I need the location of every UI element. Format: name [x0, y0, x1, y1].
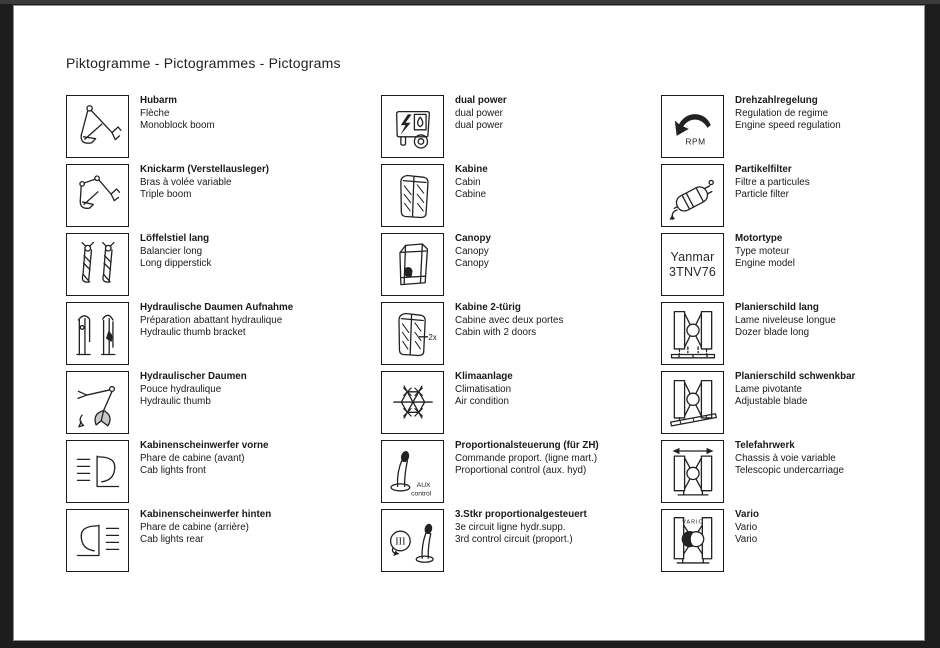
- pictogram-labels: [140, 509, 271, 547]
- label-en: Cab lights front: [140, 465, 206, 476]
- label-de: Kabinenscheinwerfer vorne: [140, 440, 269, 451]
- cab-lights-front-icon: [66, 440, 129, 503]
- label-en: Engine model: [735, 258, 795, 269]
- label-de: Hydraulische Daumen Aufnahme: [140, 302, 294, 313]
- pictogram-labels: [140, 371, 247, 409]
- hydraulic-thumb-icon: [66, 371, 129, 434]
- label-fr: Bras à volée variable: [140, 176, 232, 188]
- pictogram-item: [66, 233, 378, 296]
- pictogram-labels: [455, 164, 488, 202]
- label-de: dual power: [455, 95, 507, 106]
- label-en: Monoblock boom: [140, 120, 215, 131]
- label-de: Planierschild lang: [735, 302, 819, 313]
- pictogram-labels: [735, 233, 795, 271]
- label-de: 3.Stkr proportionalgesteuert: [455, 509, 587, 520]
- particle-filter-icon: [661, 164, 724, 227]
- label-de: Löffelstiel lang: [140, 233, 210, 244]
- label-fr: Regulation de regime: [735, 107, 829, 119]
- pictogram-item: [661, 95, 923, 158]
- third-control-circuit-icon: [381, 509, 444, 572]
- monoblock-boom-icon: [66, 95, 129, 158]
- pictogram-item: [381, 233, 658, 296]
- brochure-page: [13, 5, 925, 641]
- pictogram-labels: [455, 233, 491, 271]
- pictogram-labels: [455, 440, 599, 478]
- pictogram-item: [381, 509, 658, 572]
- label-en: Dozer blade long: [735, 327, 810, 338]
- label-en: Hydraulic thumb: [140, 396, 211, 407]
- pictogram-item: [66, 164, 378, 227]
- label-fr: Cabine avec deux portes: [455, 314, 564, 326]
- label-de: Knickarm (Verstellausleger): [140, 164, 270, 175]
- adjustable-blade-icon: [661, 371, 724, 434]
- label-fr: Filtre a particules: [735, 176, 810, 188]
- window-top-strip: [0, 0, 940, 4]
- pictogram-item: [661, 371, 923, 434]
- label-de: Planierschild schwenkbar: [735, 371, 856, 382]
- label-en: Canopy: [455, 258, 489, 269]
- label-de: Motortype: [735, 233, 783, 244]
- pictogram-labels: [735, 95, 841, 133]
- pictogram-labels: [140, 233, 211, 271]
- label-fr: Pouce hydraulique: [140, 383, 222, 395]
- pictogram-labels: [140, 440, 269, 478]
- pictogram-item: [661, 164, 923, 227]
- label-fr: Chassis à voie variable: [735, 452, 836, 464]
- dual-power-icon: [381, 95, 444, 158]
- pictogram-item: [381, 164, 658, 227]
- label-en: Particle filter: [735, 189, 789, 200]
- label-de: Hubarm: [140, 95, 178, 106]
- label-en: Cab lights rear: [140, 534, 204, 545]
- pictogram-labels: [735, 371, 855, 409]
- svg-text:control: control: [410, 489, 431, 497]
- pictogram-labels: [455, 509, 587, 547]
- pictogram-labels: [140, 164, 269, 202]
- label-fr: Balancier long: [140, 245, 203, 257]
- svg-text:VARIO: VARIO: [681, 519, 704, 526]
- label-de: Kabinenscheinwerfer hinten: [140, 509, 272, 520]
- pictogram-column-left: [66, 95, 378, 578]
- pictogram-item: [66, 509, 378, 572]
- label-de: Klimaanlage: [455, 371, 513, 382]
- label-de: Canopy: [455, 233, 491, 244]
- pictogram-item: [661, 233, 923, 296]
- label-en: Engine speed regulation: [735, 120, 841, 131]
- cabin-icon: [381, 164, 444, 227]
- pictogram-item: [381, 95, 658, 158]
- label-en: Triple boom: [140, 189, 192, 200]
- label-en: Adjustable blade: [735, 396, 808, 407]
- pictogram-item: [661, 302, 923, 365]
- vario-undercarriage-icon: [661, 509, 724, 572]
- label-fr: Lame pivotante: [735, 383, 802, 395]
- pictogram-item: [381, 371, 658, 434]
- label-de: Vario: [735, 509, 759, 520]
- label-de: Drehzahlregelung: [735, 95, 818, 106]
- pictogram-item: [66, 371, 378, 434]
- label-en: Telescopic undercarriage: [735, 465, 844, 476]
- label-de: Telefahrwerk: [735, 440, 795, 451]
- engine-model-text: Yanmar 3TNV76: [668, 249, 717, 279]
- engine-model-icon: [661, 233, 724, 296]
- label-en: 3rd control circuit (proport.): [455, 534, 573, 545]
- label-en: dual power: [455, 120, 503, 131]
- hydraulic-thumb-bracket-icon: [66, 302, 129, 365]
- label-en: Vario: [735, 534, 758, 545]
- pictogram-item: [66, 440, 378, 503]
- svg-text:2x: 2x: [427, 332, 437, 342]
- triple-boom-icon: [66, 164, 129, 227]
- pictogram-item: [66, 302, 378, 365]
- label-de: Kabine 2-türig: [455, 302, 521, 313]
- pictogram-item: [661, 440, 923, 503]
- pictogram-item: [66, 95, 378, 158]
- page-title: Piktogramme - Pictogrammes - Pictograms: [66, 55, 341, 71]
- label-fr: Phare de cabine (avant): [140, 452, 245, 464]
- air-condition-icon: [381, 371, 444, 434]
- label-de: Hydraulischer Daumen: [140, 371, 247, 382]
- pictogram-labels: [735, 509, 759, 547]
- label-fr: Préparation abattant hydraulique: [140, 314, 283, 326]
- pictogram-labels: [140, 95, 215, 133]
- label-de: Partikelfilter: [735, 164, 792, 175]
- telescopic-undercarriage-icon: [661, 440, 724, 503]
- pictogram-item: [381, 302, 658, 365]
- pictogram-labels: [140, 302, 293, 340]
- aux-control-joystick-icon: [381, 440, 444, 503]
- svg-text:III: III: [394, 536, 406, 548]
- svg-text:RPM: RPM: [685, 135, 706, 146]
- label-en: Hydraulic thumb bracket: [140, 327, 246, 338]
- label-de: Proportionalsteuerung (für ZH): [455, 440, 599, 451]
- label-fr: Flèche: [140, 107, 170, 119]
- label-en: Cabin with 2 doors: [455, 327, 537, 338]
- rpm-regulation-icon: [661, 95, 724, 158]
- label-fr: Canopy: [455, 245, 489, 257]
- cab-lights-rear-icon: [66, 509, 129, 572]
- long-dipperstick-icon: [66, 233, 129, 296]
- canopy-icon: [381, 233, 444, 296]
- svg-text:AUX: AUX: [416, 481, 431, 489]
- label-fr: Lame niveleuse longue: [735, 314, 836, 326]
- dozer-blade-long-icon: [661, 302, 724, 365]
- label-fr: Phare de cabine (arrière): [140, 521, 249, 533]
- label-fr: Climatisation: [455, 383, 512, 395]
- label-fr: Vario: [735, 521, 758, 533]
- label-fr: 3e circuit ligne hydr.supp.: [455, 521, 566, 533]
- pictogram-labels: [735, 440, 844, 478]
- pictogram-column-middle: [381, 95, 658, 578]
- pictogram-item: [661, 509, 923, 572]
- label-fr: dual power: [455, 107, 503, 119]
- cabin-2-doors-icon: [381, 302, 444, 365]
- label-fr: Type moteur: [735, 245, 790, 257]
- pictogram-labels: [735, 302, 836, 340]
- pictogram-column-right: [661, 95, 923, 578]
- label-de: Kabine: [455, 164, 488, 175]
- label-fr: Cabin: [455, 176, 481, 188]
- label-en: Proportional control (aux. hyd): [455, 465, 587, 476]
- pictogram-labels: [455, 95, 507, 133]
- label-fr: Commande proport. (ligne mart.): [455, 452, 598, 464]
- pictogram-labels: [455, 371, 513, 409]
- pictogram-labels: [735, 164, 810, 202]
- label-en: Cabine: [455, 189, 487, 200]
- pictogram-labels: [455, 302, 563, 340]
- pictogram-item: [381, 440, 658, 503]
- label-en: Long dipperstick: [140, 258, 212, 269]
- label-en: Air condition: [455, 396, 509, 407]
